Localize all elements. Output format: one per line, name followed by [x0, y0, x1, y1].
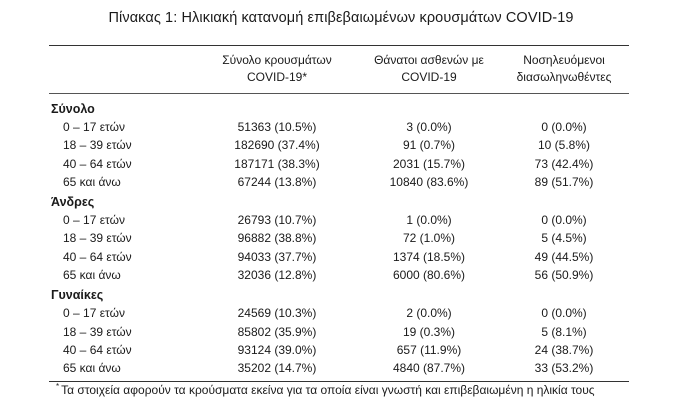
footnote-text: Τα στοιχεία αφορούν τα κρούσματα εκείνα για τα οποία είναι γνωστή και επιβεβαιωμένη η ηλικία τους [61, 383, 595, 397]
deaths-cell: 657 (11.9%) [396, 342, 462, 357]
table-row [49, 173, 629, 191]
deaths-cell: 1 (0.0%) [406, 213, 452, 228]
intubated-cell: 0 (0.0%) [541, 306, 587, 321]
intubated-cell: 56 (50.9%) [534, 268, 594, 283]
age-distribution-table [49, 45, 629, 382]
intubated-cell: 10 (5.8%) [537, 138, 591, 153]
table-row [49, 118, 629, 136]
table-row [49, 304, 629, 322]
table-header [49, 46, 629, 93]
intubated-cell: 24 (38.7%) [534, 342, 594, 357]
header-total-cases-line2: COVID-19* [246, 70, 308, 84]
cases-cell: 26793 (10.7%) [237, 213, 317, 228]
age-cell: 18 – 39 ετών [63, 231, 132, 246]
header-intubated [499, 52, 629, 86]
age-cell: 0 – 17 ετών [63, 213, 125, 228]
header-deaths [364, 52, 494, 86]
table-row [49, 155, 629, 173]
footnote [56, 382, 595, 397]
table-row [49, 323, 629, 341]
intubated-cell: 5 (8.1%) [541, 324, 587, 339]
row-group [49, 194, 629, 284]
table-row [49, 359, 629, 377]
group-label: Σύνολο [51, 102, 95, 116]
table-row [49, 211, 629, 229]
intubated-cell: 89 (51.7%) [534, 174, 594, 189]
table-row [49, 229, 629, 247]
age-cell: 18 – 39 ετών [63, 324, 132, 339]
age-cell: 0 – 17 ετών [63, 306, 125, 321]
header-intubated-line2: διασωληνωθέντες [516, 70, 612, 84]
deaths-cell: 4840 (87.7%) [392, 361, 466, 376]
table-row [49, 248, 629, 266]
table-row [49, 136, 629, 154]
cases-cell: 67244 (13.8%) [237, 174, 317, 189]
header-deaths-line2: COVID-19 [401, 70, 457, 84]
intubated-cell: 33 (53.2%) [534, 361, 594, 376]
group-label: Άνδρες [51, 195, 95, 210]
cases-cell: 35202 (14.7%) [237, 361, 317, 376]
cases-cell: 85802 (35.9%) [237, 324, 317, 339]
age-cell: 65 και άνω [63, 174, 121, 189]
row-group [49, 101, 629, 191]
cases-cell: 182690 (37.4%) [234, 138, 320, 153]
header-total-cases [202, 52, 352, 86]
group-label: Γυναίκες [51, 288, 104, 303]
deaths-cell: 6000 (80.6%) [392, 268, 466, 283]
age-cell: 40 – 64 ετών [63, 156, 132, 171]
cases-cell: 93124 (39.0%) [237, 342, 317, 357]
age-cell: 40 – 64 ετών [63, 342, 132, 357]
header-total-cases-line1: Σύνολο κρουσμάτων [222, 53, 332, 67]
cases-cell: 94033 (37.7%) [237, 249, 317, 264]
deaths-cell: 2 (0.0%) [406, 306, 452, 321]
age-cell: 65 και άνω [63, 361, 121, 376]
deaths-cell: 3 (0.0%) [406, 120, 452, 134]
cases-cell: 96882 (38.8%) [237, 231, 317, 246]
deaths-cell: 19 (0.3%) [402, 324, 456, 339]
table-row [49, 266, 629, 284]
intubated-cell: 49 (44.5%) [534, 249, 594, 264]
intubated-cell: 0 (0.0%) [541, 213, 587, 228]
header-intubated-line1: Νοσηλευόμενοι [523, 53, 605, 67]
cases-cell: 51363 (10.5%) [237, 120, 317, 134]
table-body [49, 94, 629, 378]
table-row [49, 341, 629, 359]
footnote-marker: * [56, 382, 60, 391]
deaths-cell: 91 (0.7%) [402, 138, 456, 153]
age-cell: 0 – 17 ετών [63, 120, 125, 134]
deaths-cell: 2031 (15.7%) [392, 156, 466, 171]
cases-cell: 24569 (10.3%) [237, 306, 317, 321]
intubated-cell: 73 (42.4%) [534, 156, 594, 171]
age-cell: 65 και άνω [63, 268, 121, 283]
cases-cell: 32036 (12.8%) [237, 268, 317, 283]
cases-cell: 187171 (38.3%) [234, 156, 320, 171]
deaths-cell: 10840 (83.6%) [389, 174, 469, 189]
table-title: Πίνακας 1: Ηλικιακή κατανομή επιβεβαιωμένων κρουσμάτων COVID-19 [108, 10, 574, 26]
intubated-cell: 0 (0.0%) [541, 120, 587, 134]
row-group [49, 287, 629, 377]
age-cell: 40 – 64 ετών [63, 249, 132, 264]
intubated-cell: 5 (4.5%) [541, 231, 587, 246]
deaths-cell: 1374 (18.5%) [392, 249, 466, 264]
deaths-cell: 72 (1.0%) [402, 231, 456, 246]
header-deaths-line1: Θάνατοι ασθενών με [374, 53, 484, 67]
age-cell: 18 – 39 ετών [63, 138, 132, 153]
